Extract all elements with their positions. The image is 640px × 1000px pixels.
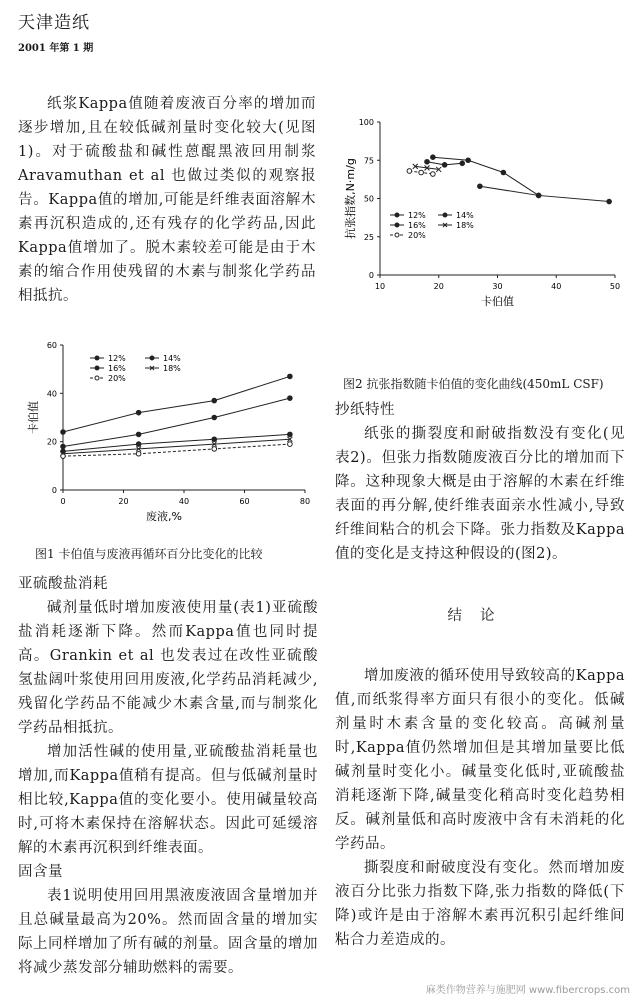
paragraph-sulfite-1: 碱剂量低时增加废液使用量(表1)亚硫酸盐消耗逐渐下降。然而Kappa值也同时提高。Grankin et al 也发表过在改性亚硫酸氢盐阔叶浆使用回用废液,化学药品消耗减少,残留化学药品不能减少木素含量,而与制浆化学药品相抵抗。 bbox=[18, 600, 318, 736]
paragraph-solids: 表1说明使用回用黑液废液固含量增加并且总碱量最高为20%。然而固含量的增加实际上同样增加了所有碱的剂量。固含量的增加将减少蒸发部分辅助燃料的需要。 bbox=[18, 888, 318, 976]
x-tick-label: 20 bbox=[118, 497, 129, 506]
paragraph-kappa-intro: 纸浆Kappa值随着废液百分率的增加而逐步增加,且在较低碱剂量时变化较大(见图1)。对于硫酸盐和碱性蒽醌黑液回用制浆Aravamuthan et al 也做过类似的观察报告。Kappa值的增加,可能是纤维表面溶解木素再沉积造成的,还有残存的化学药品,因此Kappa值增加了。脱木素较差可能是由于木素的缩合作用使残留的木素与制浆化学药品相抵抗。 bbox=[18, 96, 316, 304]
x-tick-label: 40 bbox=[551, 282, 562, 291]
x-axis-label: 卡伯值 bbox=[481, 295, 514, 308]
data-point bbox=[136, 442, 141, 447]
data-point bbox=[407, 169, 412, 174]
data-point bbox=[212, 398, 217, 403]
figure-2-caption: 图2 抗张指数随卡伯值的变化曲线(450mL CSF) bbox=[343, 377, 604, 391]
section-heading-conclusion: 结论 bbox=[447, 608, 513, 624]
x-tick-label: 10 bbox=[374, 282, 386, 291]
legend-label: 16% bbox=[408, 221, 426, 230]
legend-marker bbox=[95, 356, 99, 360]
data-point bbox=[288, 442, 293, 447]
section-heading-sulfite: 亚硫酸盐消耗 bbox=[18, 576, 108, 592]
y-tick-label: 0 bbox=[368, 271, 374, 280]
paragraph-conclusion-1: 增加废液的循环使用导致较高的Kappa值,而纸浆得率方面只有很小的变化。低碱剂量时木素含量的变化较高。高碱剂量时,Kappa值仍然增加但是其增加量要比低碱剂量时变化小。碱量变化低时,亚硫酸盐消耗逐渐下降,碱量变化稍高时变化趋势相反。碱剂量低和高时废液中含有未消耗的化学药品。 bbox=[335, 668, 625, 852]
journal-header bbox=[18, 8, 93, 54]
legend-marker bbox=[95, 366, 99, 370]
data-point bbox=[288, 396, 293, 401]
x-tick-label: 40 bbox=[178, 497, 190, 506]
series-line-12% bbox=[63, 376, 290, 432]
figure-2-svg bbox=[340, 110, 625, 335]
data-point bbox=[61, 444, 66, 449]
figure-1-chart bbox=[25, 330, 325, 550]
legend-label: 14% bbox=[163, 354, 181, 363]
legend-marker bbox=[443, 213, 447, 217]
figure-2-chart bbox=[340, 110, 625, 335]
legend-marker bbox=[395, 223, 399, 227]
x-tick-label: 30 bbox=[492, 282, 503, 291]
right-column-text bbox=[335, 398, 625, 952]
data-point bbox=[460, 161, 465, 166]
data-point bbox=[212, 437, 217, 442]
y-tick-label: 0 bbox=[51, 486, 57, 495]
legend-label: 18% bbox=[163, 364, 181, 373]
paragraph-papermaking: 纸张的撕裂度和耐破指数没有变化(见表2)。但张力指数随废液百分比的增加而下降。这种现象大概是由于溶解的木素在纤维表面的再分解,使纤维表面亲水性减小,导致纤维间粘合的机会下降。张力指数及Kappa值的变化是支持这种假设的(图2)。 bbox=[335, 426, 625, 562]
y-tick-label: 40 bbox=[46, 389, 57, 399]
data-point bbox=[288, 432, 293, 437]
data-point bbox=[478, 184, 483, 189]
series-line-14% bbox=[63, 398, 290, 446]
watermark: 麻类作物营养与施肥网 www.fibercrops.com bbox=[425, 985, 630, 996]
x-tick-label: 20 bbox=[433, 282, 444, 291]
y-tick-label: 25 bbox=[363, 232, 374, 242]
figure-1-svg bbox=[25, 330, 325, 550]
y-axis-label: 抗张指数,N·m/g bbox=[344, 158, 357, 239]
data-point bbox=[288, 374, 293, 379]
data-point bbox=[442, 163, 447, 168]
y-tick-label: 75 bbox=[363, 156, 374, 166]
data-point bbox=[425, 159, 430, 164]
data-point bbox=[607, 199, 612, 204]
legend-marker bbox=[95, 376, 99, 380]
data-point bbox=[136, 451, 141, 456]
paragraph-sulfite-2: 增加活性碱的使用量,亚硫酸盐消耗量也增加,而Kappa值稍有提高。但与低碱剂量时相比较,Kappa值的变化要小。使用碱量较高时,可将木素保持在溶解状态。因此可延缓溶解的木素再沉积到纤维表面。 bbox=[18, 744, 318, 856]
legend-label: 20% bbox=[408, 231, 426, 240]
series-line-20% bbox=[63, 444, 290, 456]
y-tick-label: 100 bbox=[358, 118, 374, 127]
x-axis-label: 废液,% bbox=[146, 510, 182, 523]
section-heading-papermaking: 抄纸特性 bbox=[335, 402, 395, 418]
data-point bbox=[136, 410, 141, 415]
data-point bbox=[136, 432, 141, 437]
legend-marker bbox=[150, 356, 154, 360]
legend-marker bbox=[395, 213, 399, 217]
x-tick-label: 0 bbox=[60, 497, 66, 506]
data-point bbox=[212, 447, 217, 452]
y-tick-label: 20 bbox=[46, 437, 57, 447]
data-point bbox=[61, 454, 66, 459]
data-point bbox=[536, 193, 541, 198]
legend-label: 14% bbox=[456, 211, 474, 220]
legend-label: 18% bbox=[456, 221, 474, 230]
data-point bbox=[431, 155, 436, 160]
paragraph-conclusion-2: 撕裂度和耐破度没有变化。然而增加废液百分比张力指数下降,张力指数的降低(下降)或许是由于溶解木素再沉积引起纤维间粘合力差造成的。 bbox=[335, 860, 625, 948]
y-tick-label: 60 bbox=[46, 341, 57, 350]
journal-issue: 2001 年第 1 期 bbox=[18, 43, 94, 54]
left-top-text bbox=[18, 92, 316, 308]
legend-label: 16% bbox=[108, 364, 126, 373]
figure-1-caption: 图1 卡伯值与废液再循环百分比变化的比较 bbox=[35, 547, 263, 561]
x-tick-label: 80 bbox=[299, 497, 311, 506]
data-point bbox=[61, 449, 66, 454]
section-heading-solids: 固含量 bbox=[18, 864, 63, 880]
data-point bbox=[61, 430, 66, 435]
legend-marker bbox=[395, 233, 399, 237]
legend-label: 12% bbox=[108, 354, 126, 363]
series-line-14% bbox=[433, 157, 539, 195]
series-line-16% bbox=[63, 434, 290, 451]
data-point bbox=[466, 158, 471, 163]
y-axis-label: 卡伯值 bbox=[27, 401, 40, 434]
data-point bbox=[431, 172, 436, 177]
left-bottom-text bbox=[18, 572, 318, 980]
series-line-12% bbox=[480, 186, 609, 201]
data-point bbox=[419, 170, 424, 175]
legend-label: 20% bbox=[108, 374, 126, 383]
journal-name: 天津造纸 bbox=[18, 13, 90, 33]
x-tick-label: 60 bbox=[239, 497, 250, 506]
data-point bbox=[501, 170, 506, 175]
y-tick-label: 50 bbox=[363, 194, 374, 204]
x-tick-label: 50 bbox=[609, 282, 621, 291]
legend-label: 12% bbox=[408, 211, 426, 220]
data-point bbox=[212, 415, 217, 420]
